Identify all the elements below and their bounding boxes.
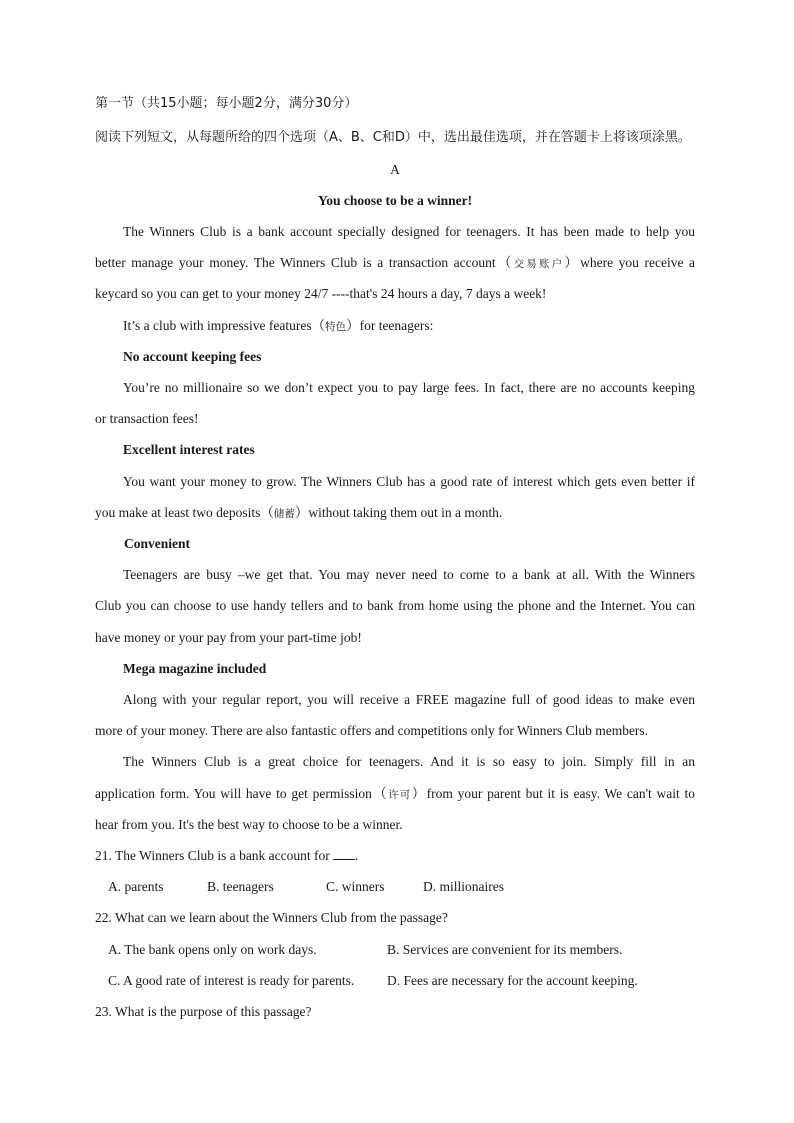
chinese-gloss: 许可 xyxy=(388,789,412,801)
text-segment: better manage your money. The Winners Club is a transaction account（ xyxy=(95,255,514,270)
text-segment: application form. You will have to get permission（ xyxy=(95,786,389,801)
paragraph-line xyxy=(95,503,695,524)
paragraph-line: have money or your pay from your part-time job! xyxy=(95,630,362,645)
option-d[interactable]: D. Fees are necessary for the account keeping. xyxy=(387,973,638,988)
paragraph-line: Along with your regular report, you will receive a FREE magazine full of good ideas to make even xyxy=(123,692,695,707)
option-a[interactable]: A. The bank opens only on work days. xyxy=(108,942,317,957)
section-heading: Excellent interest rates xyxy=(123,442,255,457)
paragraph-line: Club you can choose to use handy tellers and to bank from home using the phone and the Internet. You can xyxy=(95,598,695,613)
option-a[interactable]: A. parents xyxy=(108,879,164,894)
paragraph-line xyxy=(123,316,695,337)
paragraph-line xyxy=(95,253,695,274)
paragraph-line: You’re no millionaire so we don’t expect you to pay large fees. In fact, there are no accounts keeping xyxy=(123,380,695,395)
question-23-stem: 23. What is the purpose of this passage? xyxy=(95,1004,312,1019)
section-heading: No account keeping fees xyxy=(123,349,262,364)
paragraph-line: Teenagers are busy –we get that. You may never need to come to a bank at all. With the Winners xyxy=(123,567,695,582)
option-c[interactable]: C. winners xyxy=(326,879,385,894)
paragraph-line: The Winners Club is a bank account specially designed for teenagers. It has been made to help you xyxy=(123,224,695,239)
paragraph-line: You want your money to grow. The Winners Club has a good rate of interest which gets even better if xyxy=(123,474,695,489)
text-segment: ）from your parent but it is easy. We can't wait to xyxy=(411,786,696,801)
chinese-gloss: 交易账户 xyxy=(513,258,565,270)
question-22-stem: 22. What can we learn about the Winners Club from the passage? xyxy=(95,910,448,925)
passage-letter: A xyxy=(390,162,400,177)
answer-blank xyxy=(333,847,355,860)
text-segment: ）for teenagers: xyxy=(346,318,434,333)
passage-title: You choose to be a winner! xyxy=(317,193,473,208)
instructions: 阅读下列短文，从每题所给的四个选项（A、B、C和D）中，选出最佳选项，并在答题卡上将该项涂黑。 xyxy=(95,130,691,145)
text-segment: ）where you receive a xyxy=(564,255,696,270)
text-segment: It’s a club with impressive features（ xyxy=(123,318,326,333)
chinese-gloss: 储蓄 xyxy=(273,508,295,520)
paragraph-line xyxy=(95,784,695,805)
paragraph-line: The Winners Club is a great choice for teenagers. And it is so easy to join. Simply fill in an xyxy=(123,754,695,769)
question-text: 21. The Winners Club is a bank account for xyxy=(95,848,330,863)
option-c[interactable]: C. A good rate of interest is ready for parents. xyxy=(108,973,355,988)
paragraph-line: keycard so you can get to your money 24/7 ----that's 24 hours a day, 7 days a week! xyxy=(95,286,547,301)
question-21-stem xyxy=(95,846,695,866)
paragraph-line: hear from you. It's the best way to choose to be a winner. xyxy=(95,817,403,832)
question-end: . xyxy=(355,848,359,863)
section-heading: Convenient xyxy=(124,536,191,551)
paragraph-line: more of your money. There are also fantastic offers and competitions only for Winners Club members. xyxy=(95,723,649,738)
section-heading: Mega magazine included xyxy=(123,661,267,676)
text-segment: you make at least two deposits（ xyxy=(95,505,274,520)
section-header: 第一节（共15小题；每小题2分，满分30分） xyxy=(95,96,358,111)
option-b[interactable]: B. Services are convenient for its members. xyxy=(387,942,623,957)
chinese-gloss: 特色 xyxy=(325,321,347,333)
text-segment: ）without taking them out in a month. xyxy=(294,505,503,520)
paragraph-line: or transaction fees! xyxy=(95,411,199,426)
option-d[interactable]: D. millionaires xyxy=(423,879,504,894)
option-b[interactable]: B. teenagers xyxy=(207,879,274,894)
